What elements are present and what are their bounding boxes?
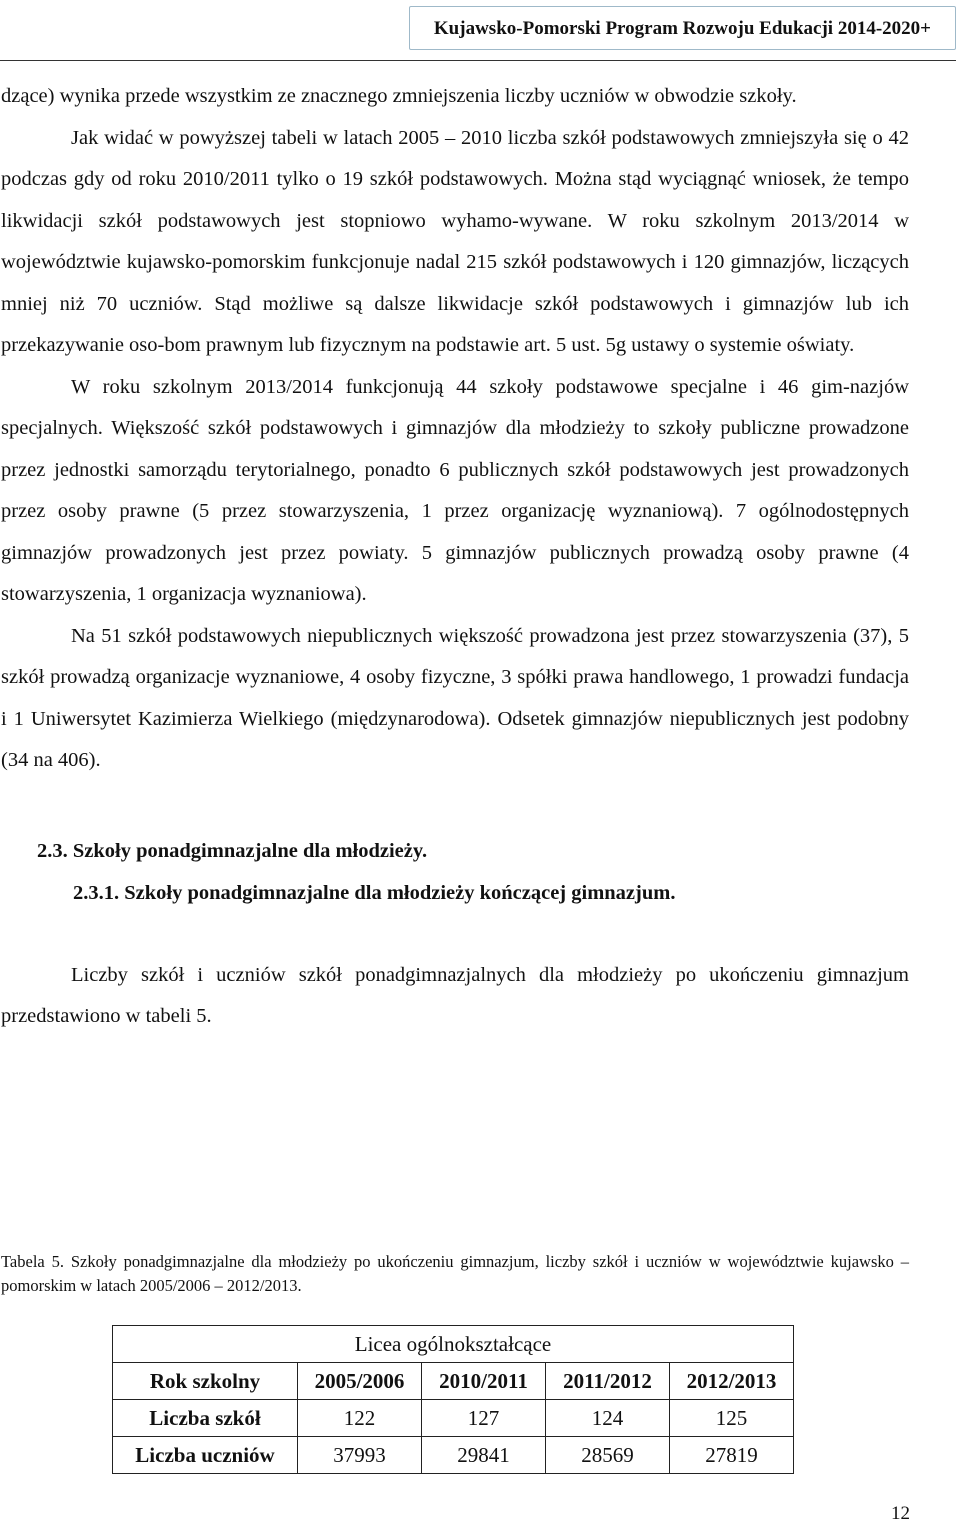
- table-cell: 37993: [298, 1437, 422, 1474]
- paragraph-table-intro: Liczby szkół i uczniów szkół ponadgimnazjalnych dla młodzieży po ukończeniu gimnazjum przedstawiono w tabeli 5.: [1, 963, 909, 1027]
- year-header-cell: 2011/2012: [546, 1363, 670, 1400]
- row-label-cell: Liczba szkół: [113, 1400, 298, 1437]
- table-cell: 127: [422, 1400, 546, 1437]
- table-group-header: Licea ogólnokształcące: [113, 1326, 794, 1363]
- section-heading: 2.3. Szkoły ponadgimnazjalne dla młodzieży.: [37, 839, 428, 862]
- paragraph-special-schools: W roku szkolnym 2013/2014 funkcjonują 44 szkoły podstawowe specjalne i 46 gim-nazjów specjalnych. Większość szkół podstawowych i gimnazjów dla młodzieży to szkoły publiczne prowadzone przez jednostki samorządu terytorialnego, ponadto 6 publicznych szkół podstawowych jest prowadzonych przez osoby prawne (5 przez stowarzyszenia, 1 przez organizację wyznaniową). 7 ogólnodostępnych gimnazjów prowadzonych jest przez powiaty. 5 gimnazjów publicznych prowadzą osoby prawne (4 stowarzyszenia, 1 organizacja wyznaniowa).: [1, 375, 909, 605]
- paragraph-non-public-schools: Na 51 szkół podstawowych niepublicznych większość prowadzona jest przez stowarzyszenia (37), 5 szkół prowadzą organizacje wyznaniowe, 4 osoby fizyczne, 3 spółki prawa handlowego, 1 prowadzi fundacja i 1 Uniwersytet Kazimierza Wielkiego (międzynarodowa). Odsetek gimnazjów niepublicznych jest podobny (34 na 406).: [1, 624, 909, 771]
- document-header: [409, 6, 956, 50]
- year-header-cell: 2005/2006: [298, 1363, 422, 1400]
- table-cell: 29841: [422, 1437, 546, 1474]
- header-divider: [0, 60, 956, 61]
- table-cell: 28569: [546, 1437, 670, 1474]
- table-cell: 125: [670, 1400, 794, 1437]
- year-header-cell: 2012/2013: [670, 1363, 794, 1400]
- table-row: [113, 1400, 794, 1437]
- table-cell: 122: [298, 1400, 422, 1437]
- paragraph-continuation: dzące) wynika przede wszystkim ze znacznego zmniejszenia liczby uczniów w obwodzie szkoły.: [1, 85, 797, 107]
- row-label-cell: Liczba uczniów: [113, 1437, 298, 1474]
- paragraph-primary-schools-decline: Jak widać w powyższej tabeli w latach 2005 – 2010 liczba szkół podstawowych zmniejszyła się o 42 podczas gdy od roku 2010/2011 tylko o 19 szkół podstawowych. Można stąd wyciągnąć wniosek, że tempo likwidacji szkół podstawowych jest stopniowo wyhamo-wywane. W roku szkolnym 2013/2014 w województwie kujawsko-pomorskim funkcjonuje nadal 215 szkół podstawowych i 120 gimnazjów, liczących mniej niż 70 uczniów. Stąd możliwe są dalsze likwidacje szkół podstawowych i gimnazjów lub ich przekazywanie oso-bom prawnym lub fizycznym na podstawie art. 5 ust. 5g ustawy o systemie oświaty.: [1, 126, 909, 356]
- table-cell: 27819: [670, 1437, 794, 1474]
- header-title: Kujawsko-Pomorski Program Rozwoju Edukacji 2014-2020+: [433, 18, 931, 39]
- table-group-row: [113, 1326, 794, 1363]
- table-header-row: [113, 1363, 794, 1400]
- schools-table: [112, 1325, 794, 1474]
- document-body: [1, 76, 909, 1038]
- table-row: [113, 1437, 794, 1474]
- table-caption: Tabela 5. Szkoły ponadgimnazjalne dla młodzieży po ukończeniu gimnazjum, liczby szkół i uczniów w województwie kujawsko – pomorskim w latach 2005/2006 – 2012/2013.: [1, 1252, 909, 1295]
- page-number: 12: [891, 1503, 910, 1524]
- subsection-heading: 2.3.1. Szkoły ponadgimnazjalne dla młodzieży kończącej gimnazjum.: [73, 881, 676, 904]
- year-label-cell: Rok szkolny: [113, 1363, 298, 1400]
- year-header-cell: 2010/2011: [422, 1363, 546, 1400]
- table-cell: 124: [546, 1400, 670, 1437]
